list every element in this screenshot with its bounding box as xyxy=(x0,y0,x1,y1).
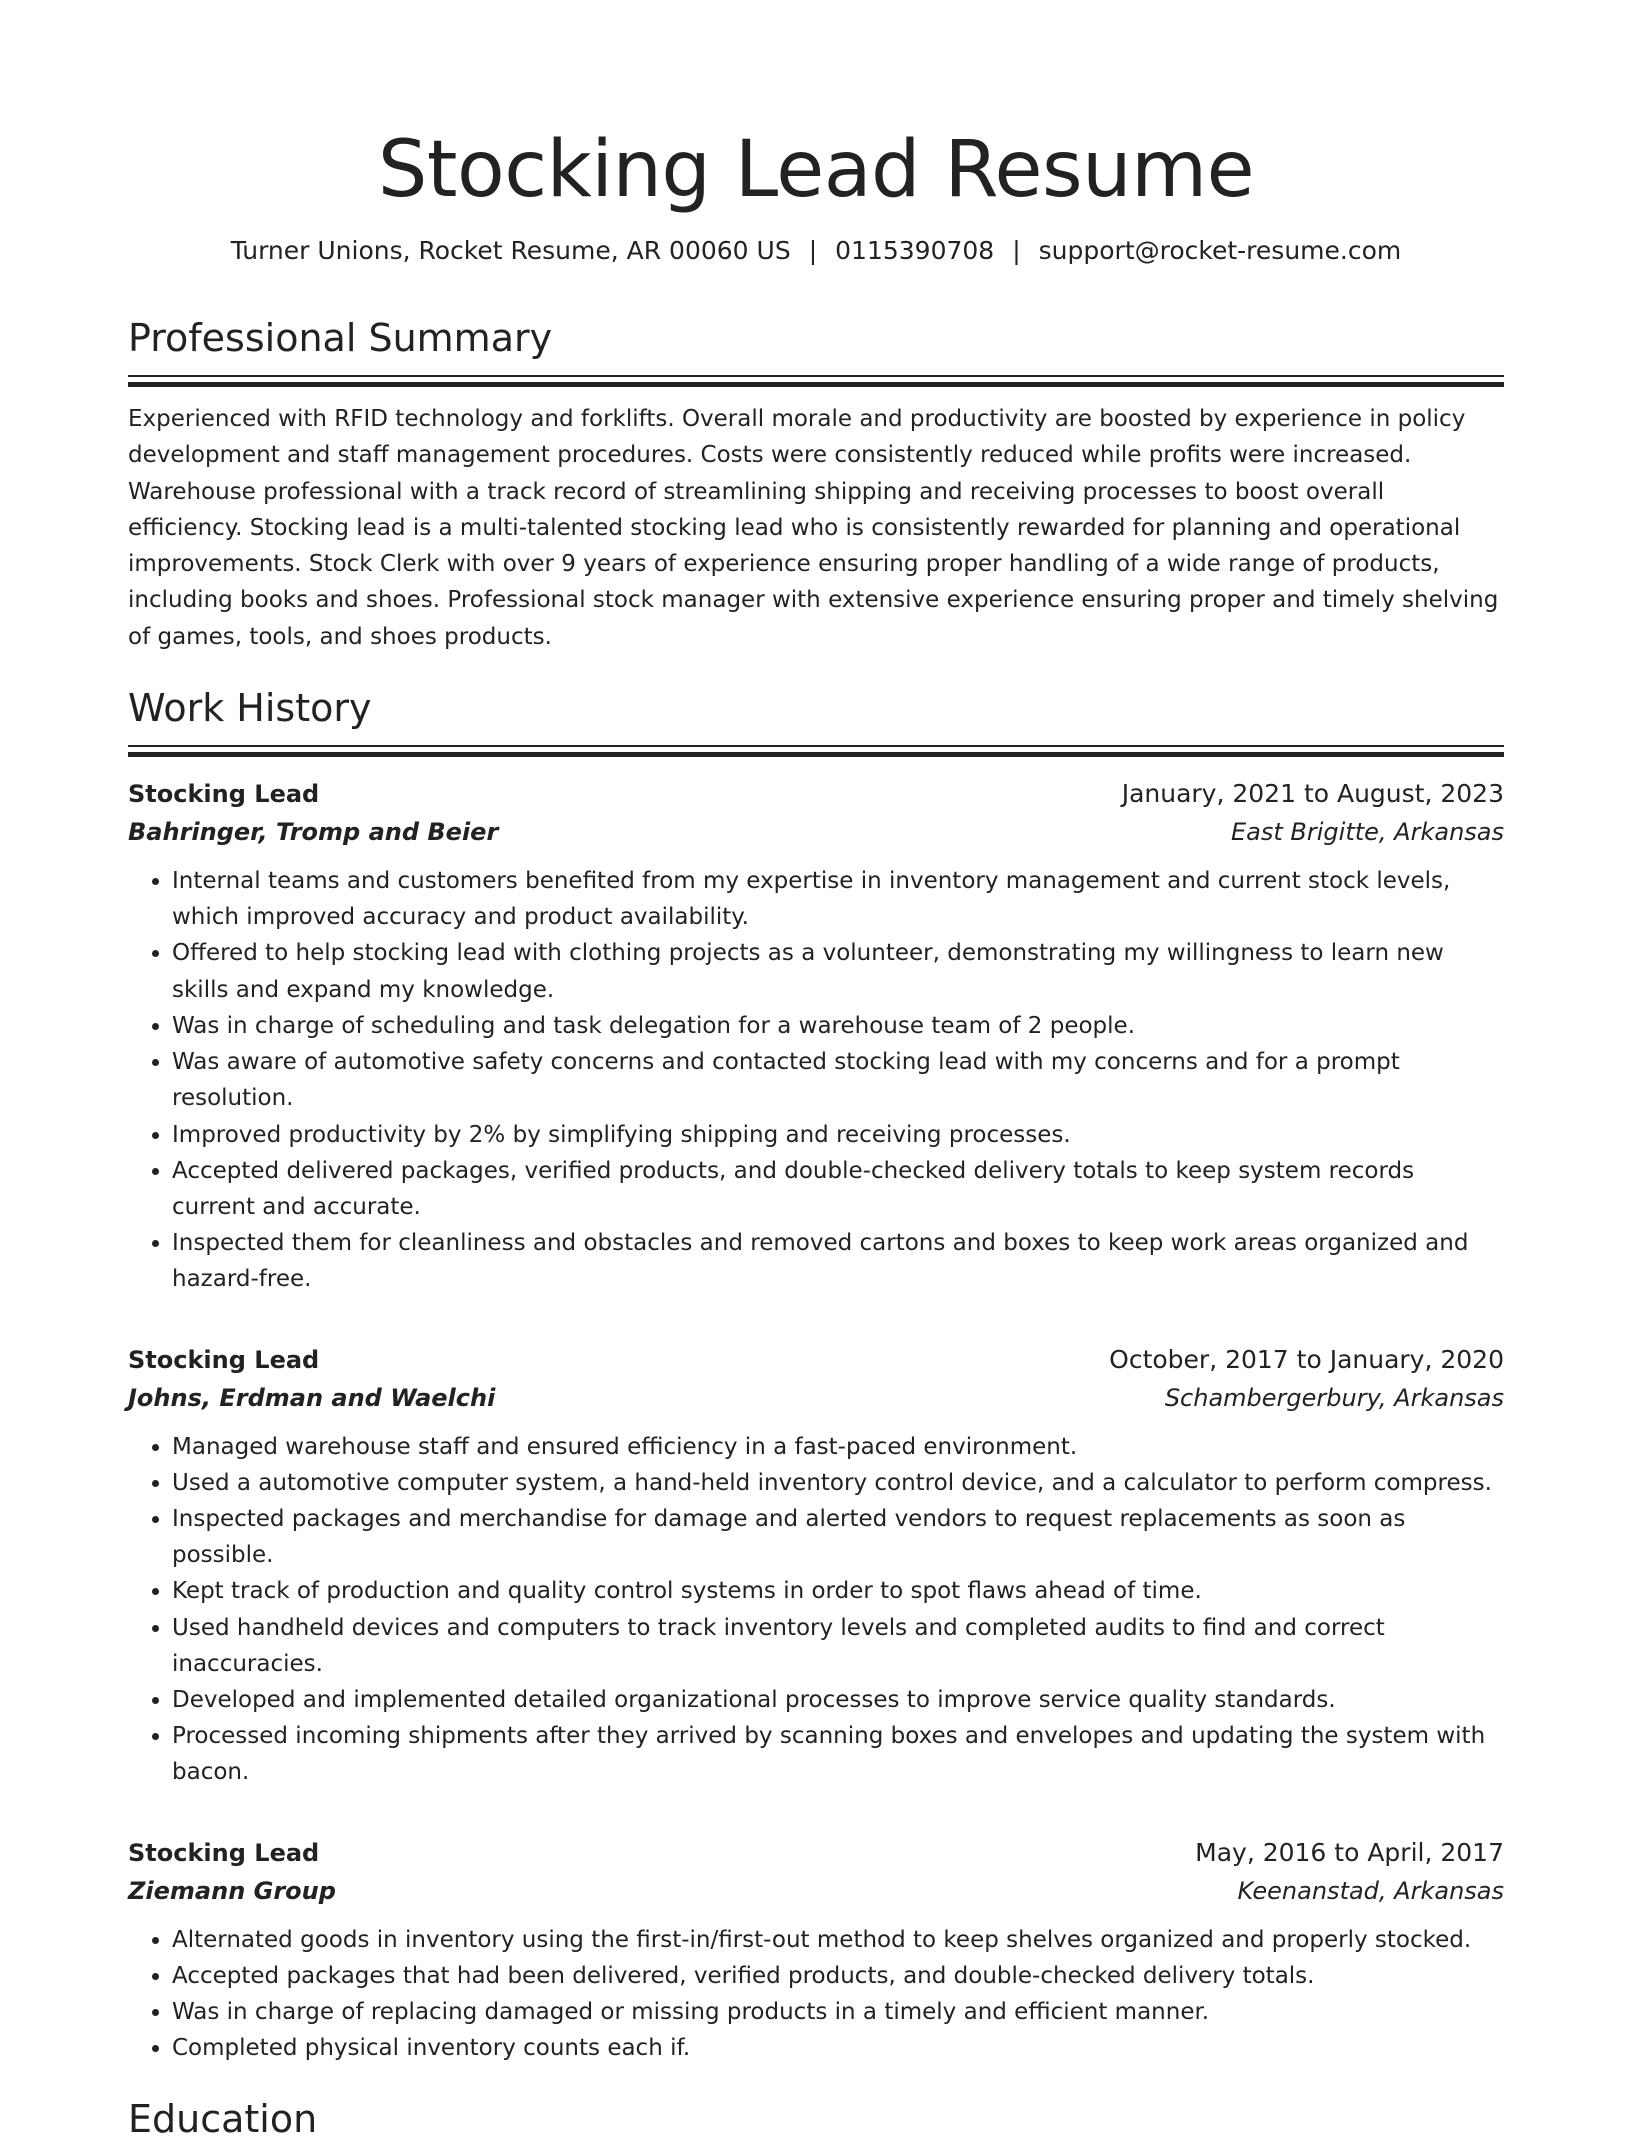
job-bullet: • Used a automotive computer system, a hand-held inventory control device, and a calculator to perform compress. xyxy=(172,1465,1504,1501)
job-location: Schambergerbury, Arkansas xyxy=(1164,1383,1504,1412)
job-bullet: • Inspected them for cleanliness and obstacles and removed cartons and boxes to keep work areas organized and hazard-free. xyxy=(172,1225,1504,1297)
job-bullets xyxy=(128,1922,1504,2067)
job-header-row xyxy=(128,775,1504,813)
job-company: Johns, Erdman and Waelchi xyxy=(128,1383,496,1412)
job-bullet: • Offered to help stocking lead with clothing projects as a volunteer, demonstrating my willingness to learn new skills and expand my knowledge. xyxy=(172,935,1504,1007)
education-section xyxy=(128,2094,1504,2144)
job-location: East Brigitte, Arkansas xyxy=(1231,818,1504,847)
summary-text: Experienced with RFID technology and forklifts. Overall morale and productivity are boosted by experience in policy development and staff management procedures. Costs were consistently reduced while profits were increased. Warehouse professional with a track record of streamlining shipping and receiving processes to boost overall efficiency. Stocking lead is a multi-talented stocking lead who is consistently rewarded for planning and operational improvements. Stock Clerk with over 9 years of experience ensuring proper handling of a wide range of products, including books and shoes. Professional stock manager with extensive experience ensuring proper and timely shelving of games, tools, and shoes products. xyxy=(128,406,1499,650)
contact-address: Turner Unions, Rocket Resume, AR 00060 US xyxy=(230,236,791,265)
job-bullet: • Alternated goods in inventory using the first-in/first-out method to keep shelves organized and properly stocked. xyxy=(172,1922,1504,1958)
professional-summary-section xyxy=(128,313,1504,655)
job-dates: May, 2016 to April, 2017 xyxy=(1195,1837,1504,1867)
job-company: Bahringer, Tromp and Beier xyxy=(128,818,499,847)
job-bullet: • Kept track of production and quality control systems in order to spot flaws ahead of time. xyxy=(172,1573,1504,1609)
job-location: Keenanstad, Arkansas xyxy=(1237,1876,1504,1905)
section-heading-summary: Professional Summary xyxy=(128,316,553,360)
job-bullet: • Developed and implemented detailed organizational processes to improve service quality standards. xyxy=(172,1682,1504,1718)
job-company-row xyxy=(128,1379,1504,1417)
job-entry xyxy=(128,1834,1504,2067)
job-bullet: • Inspected packages and merchandise for damage and alerted vendors to request replacements as soon as possible. xyxy=(172,1501,1504,1573)
job-bullet: • Accepted delivered packages, verified products, and double-checked delivery totals to keep system records current and accurate. xyxy=(172,1153,1504,1225)
job-company-row xyxy=(128,813,1504,851)
contact-email: support@rocket-resume.com xyxy=(1038,236,1402,265)
job-entry xyxy=(128,1341,1504,1791)
job-title: Stocking Lead xyxy=(128,1838,320,1867)
job-title: Stocking Lead xyxy=(128,1345,320,1374)
job-bullet: • Accepted packages that had been delivered, verified products, and double-checked delivery totals. xyxy=(172,1958,1504,1994)
contact-separator: | xyxy=(1012,236,1021,265)
job-dates: January, 2021 to August, 2023 xyxy=(1121,779,1504,809)
job-bullet: • Completed physical inventory counts each if. xyxy=(172,2030,1504,2066)
resume-title: Stocking Lead Resume xyxy=(377,125,1255,215)
contact-line xyxy=(128,234,1504,268)
job-dates: October, 2017 to January, 2020 xyxy=(1109,1344,1504,1374)
job-bullet: • Internal teams and customers benefited from my expertise in inventory management and current stock levels, which improved accuracy and product availability. xyxy=(172,863,1504,935)
job-bullet: • Processed incoming shipments after they arrived by scanning boxes and envelopes and updating the system with bacon. xyxy=(172,1718,1504,1790)
job-header-row xyxy=(128,1341,1504,1379)
job-bullet: • Was in charge of replacing damaged or missing products in a timely and efficient manner. xyxy=(172,1994,1504,2030)
work-history-section xyxy=(128,683,1504,2066)
job-title: Stocking Lead xyxy=(128,780,320,809)
contact-phone: 0115390708 xyxy=(835,236,995,265)
job-bullet: • Improved productivity by 2% by simplifying shipping and receiving processes. xyxy=(172,1117,1504,1153)
resume-page xyxy=(128,0,1504,2144)
job-entry xyxy=(128,775,1504,1297)
job-bullet: • Used handheld devices and computers to track inventory levels and completed audits to find and correct inaccuracies. xyxy=(172,1610,1504,1682)
section-divider xyxy=(128,745,1504,757)
job-company-row xyxy=(128,1872,1504,1910)
job-company: Ziemann Group xyxy=(128,1876,336,1905)
section-heading-education: Education xyxy=(128,2097,318,2142)
job-bullet: • Was aware of automotive safety concerns and contacted stocking lead with my concerns and for a prompt resolution. xyxy=(172,1044,1504,1116)
job-bullets xyxy=(128,1429,1504,1791)
job-bullet: • Was in charge of scheduling and task delegation for a warehouse team of 2 people. xyxy=(172,1008,1504,1044)
contact-separator: | xyxy=(808,236,818,265)
section-divider xyxy=(128,375,1504,387)
job-bullets xyxy=(128,863,1504,1297)
section-heading-work: Work History xyxy=(128,686,372,731)
job-bullet: • Managed warehouse staff and ensured efficiency in a fast-paced environment. xyxy=(172,1429,1504,1465)
job-header-row xyxy=(128,1834,1504,1872)
